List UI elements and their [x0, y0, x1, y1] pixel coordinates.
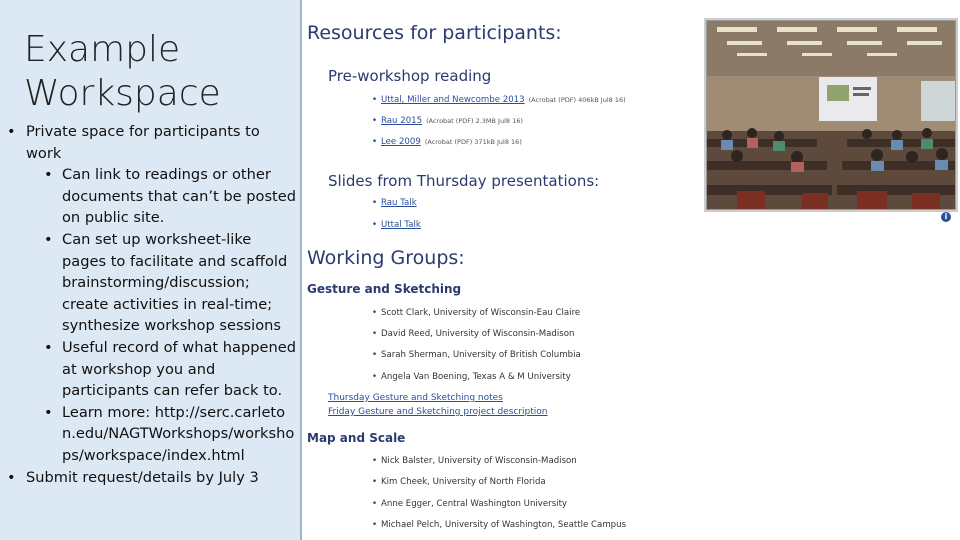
workspace-page-screenshot	[300, 0, 960, 540]
bullet-submit-request: • Submit request/details by July 3	[0, 467, 298, 489]
reading-item[interactable]	[381, 137, 522, 147]
reading-link[interactable]: Lee 2009	[381, 137, 421, 147]
talk-link[interactable]: Uttal Talk	[381, 220, 421, 230]
talk-item[interactable]	[381, 220, 421, 230]
gesture-notes-link[interactable]: Thursday Gesture and Sketching notes	[328, 393, 503, 403]
talk-item[interactable]	[381, 198, 417, 208]
slide-text-panel	[0, 0, 300, 540]
bullet-private-space: • Private space for participants to work	[0, 121, 298, 164]
slide-bullet-list	[0, 121, 298, 488]
talk-link[interactable]: Rau Talk	[381, 198, 417, 208]
workshop-room-illustration	[707, 21, 955, 209]
working-groups-heading: Working Groups:	[307, 247, 465, 269]
member-item: • Scott Clark, University of Wisconsin-Eau Claire	[381, 308, 580, 318]
slides-heading: Slides from Thursday presentations:	[328, 172, 600, 190]
workshop-photo	[706, 20, 956, 210]
group-map-heading: Map and Scale	[307, 431, 406, 445]
reading-link[interactable]: Rau 2015	[381, 116, 423, 126]
bullet-useful-record: • Useful record of what happened at workshop you and participants can refer back to.	[0, 337, 298, 402]
bullet-link-readings: • Can link to readings or other documents that can’t be posted on public site.	[0, 164, 298, 229]
reading-link[interactable]: Uttal, Miller and Newcombe 2013	[381, 95, 525, 105]
group-gesture-heading: Gesture and Sketching	[307, 282, 462, 296]
member-item: • Angela Van Boening, Texas A & M University	[381, 372, 571, 382]
slide-title	[24, 28, 221, 116]
resources-heading: Resources for participants:	[307, 22, 562, 44]
member-item: • Kim Cheek, University of North Florida	[381, 477, 546, 487]
member-item: • Michael Pelch, University of Washington, Seattle Campus	[381, 520, 626, 530]
slide-title-line2: Workspace	[24, 73, 221, 114]
reading-meta: (Acrobat (PDF) 406kB Jul8 16)	[528, 96, 626, 104]
member-item: • Nick Balster, University of Wisconsin-Madison	[381, 456, 577, 466]
reading-meta: (Acrobat (PDF) 371kB Jul8 16)	[424, 138, 522, 146]
reading-meta: (Acrobat (PDF) 2.3MB Jul8 16)	[426, 117, 523, 125]
gesture-project-link[interactable]: Friday Gesture and Sketching project description	[328, 407, 548, 417]
reading-item[interactable]	[381, 95, 626, 105]
bullet-worksheet-pages: • Can set up worksheet-like pages to facilitate and scaffold brainstorming/discussion; create activities in real-time; synthesize workshop sessions	[0, 229, 298, 337]
bullet-learn-more: • Learn more: http://serc.carleton.edu/NAGTWorkshops/workshops/workspace/index.html	[0, 402, 298, 467]
pre-reading-heading: Pre-workshop reading	[328, 67, 492, 85]
member-item: • David Reed, University of Wisconsin-Madison	[381, 329, 574, 339]
member-item: • Sarah Sherman, University of British Columbia	[381, 350, 581, 360]
reading-item[interactable]	[381, 116, 523, 126]
info-icon[interactable]: i	[941, 212, 951, 222]
member-item: • Anne Egger, Central Washington University	[381, 499, 567, 509]
slide-title-line1: Example	[24, 29, 181, 70]
